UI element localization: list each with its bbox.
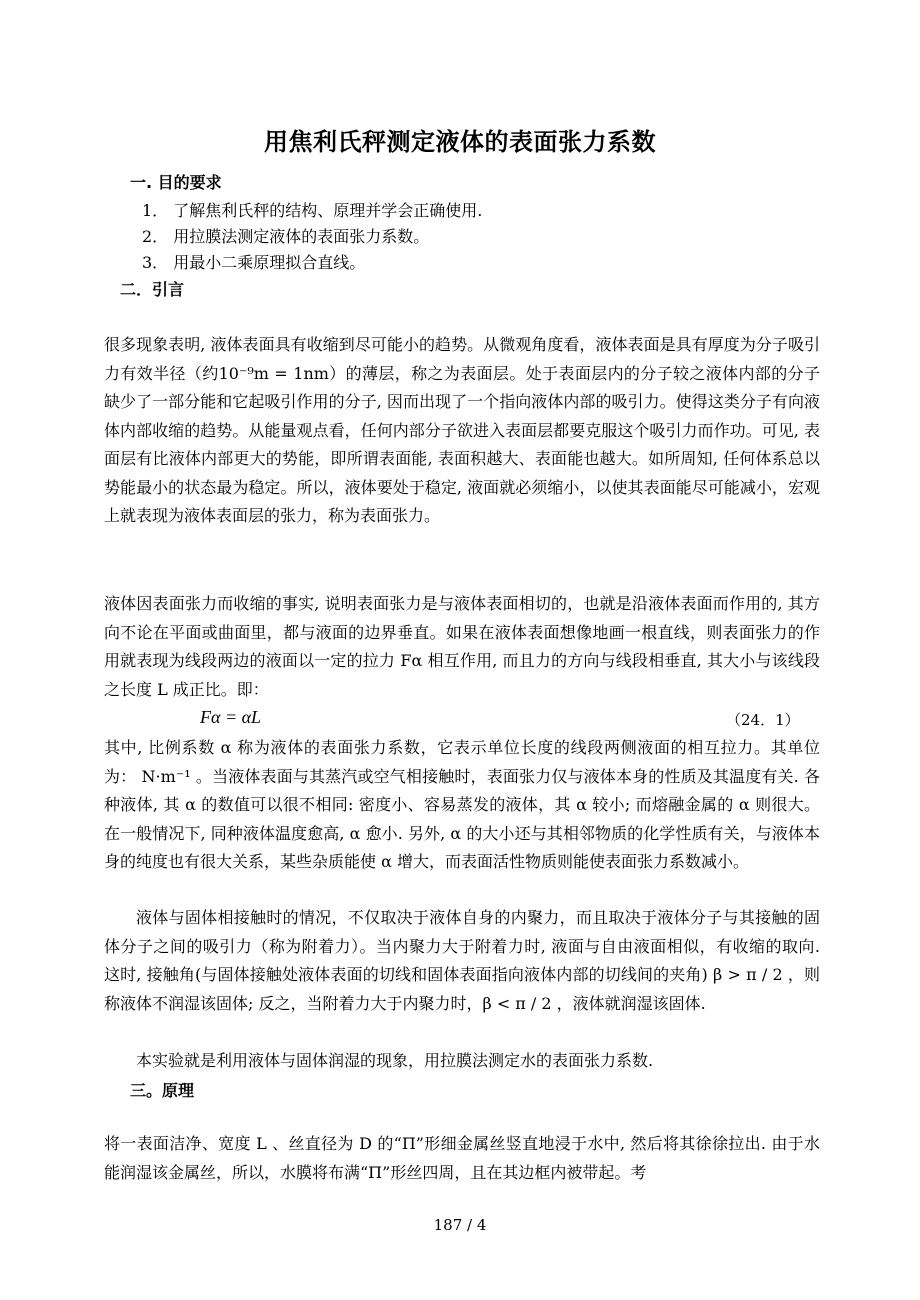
- paragraph-intro-3: [104, 734, 820, 877]
- paragraph-text: 本实验就是利用液体与固体润湿的现象，用拉膜法测定水的表面张力系数.: [136, 1051, 654, 1070]
- section-heading-principle: 三。原理: [130, 1081, 195, 1100]
- section-heading-intro: 二．引言: [120, 280, 185, 299]
- page-title: 用焦利氏秤测定液体的表面张力系数: [264, 128, 656, 156]
- equation-number: （24．1）: [726, 711, 800, 729]
- paragraph-intro-5: [104, 1047, 820, 1076]
- paragraph-intro-4: [104, 904, 820, 1018]
- paragraph-intro-2: [104, 590, 820, 704]
- paragraph-text: 其中, 比例系数 α 称为液体的表面张力系数，它表示单位长度的线段两侧液面的相互拉力。其单位为： N·m⁻¹ 。当液体表面与其蒸汽或空气相接触时，表面张力仅与液体本身的性质及其温度有关. 各种液体, 其 α 的数值可以很不相同: 密度小、容易蒸发的液体，其 α 较小; 而熔融金属的 α 则很大。在一般情况下, 同种液体温度愈高, α 愈小. 另外, α 的大小还与其相邻物质的化学性质有关，与液体本身的纯度也有很大关系，某些杂质能使 α 增大，而表面活性物质则能使表面张力系数减小。: [104, 738, 820, 871]
- paragraph-intro-1: [104, 331, 820, 531]
- section-heading-goals: 一. 目的要求: [130, 173, 222, 192]
- page-number: 187 / 4: [433, 1216, 487, 1234]
- list-item: 1． 了解焦利氏秤的结构、原理并学会正确使用.: [142, 201, 483, 220]
- equation: Fα = αL: [200, 707, 262, 727]
- paragraph-text: 液体与固体相接触时的情况，不仅取决于液体自身的内聚力，而且取决于液体分子与其接触的固体分子之间的吸引力（称为附着力）。当内聚力大于附着力时, 液面与自由液面相似，有收缩的取向. 这时, 接触角(与固体接触处液体表面的切线和固体表面指向液体内部的切线间的夹角) β > π / 2 ，则称液体不润湿该固体; 反之，当附着力大于内聚力时，β < π / 2 ，液体就润湿该固体.: [104, 908, 820, 1013]
- paragraph-text: 液体因表面张力而收缩的事实, 说明表面张力是与液体表面相切的，也就是沿液体表面而作用的, 其方向不论在平面或曲面里，都与液面的边界垂直。如果在液体表面想像地画一根直线，则表面张力的作用就表现为线段两边的液面以一定的拉力 Fα 相互作用, 而且力的方向与线段相垂直, 其大小与该线段之长度 L 成正比。即：: [104, 594, 820, 699]
- list-item: 3． 用最小二乘原理拟合直线。: [142, 253, 366, 272]
- paragraph-principle-1: [104, 1130, 820, 1187]
- list-item: 2． 用拉膜法测定液体的表面张力系数。: [142, 227, 430, 246]
- paragraph-text: 很多现象表明, 液体表面具有收缩到尽可能小的趋势。从微观角度看，液体表面是具有厚度为分子吸引力有效半径（约10⁻⁹m = 1nm）的薄层，称之为表面层。处于表面层内的分子较之液体内部的分子缺少了一部分能和它起吸引作用的分子, 因而出现了一个指向液体内部的吸引力。使得这类分子有向液体内部收缩的趋势。从能量观点看，任何内部分子欲进入表面层都要克服这个吸引力而作功。可见, 表面层有比液体内部更大的势能，即所谓表面能, 表面积越大、表面能也越大。如所周知, 任何体系总以势能最小的状态最为稳定。所以，液体要处于稳定, 液面就必须缩小，以使其表面能尽可能减小，宏观上就表现为液体表面层的张力，称为表面张力。: [104, 335, 820, 525]
- paragraph-text: 将一表面洁净、宽度 L 、丝直径为 D 的“Π”形细金属丝竖直地浸于水中, 然后将其徐徐拉出. 由于水能润湿该金属丝，所以，水膜将布满“Π”形丝四周，且在其边框内被带起。考: [104, 1134, 820, 1182]
